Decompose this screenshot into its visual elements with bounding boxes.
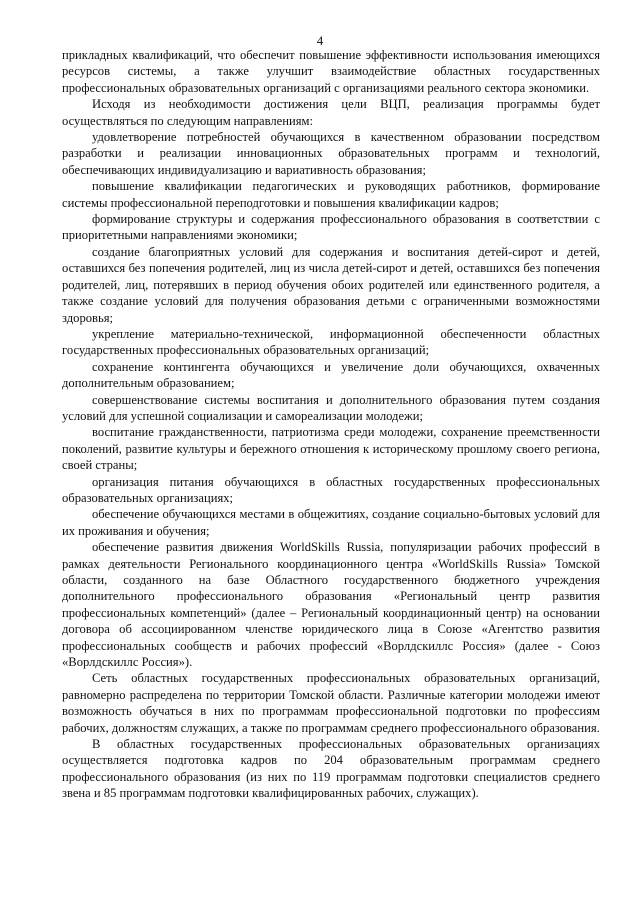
paragraph: обеспечение развития движения WorldSkills Russia, популяризации рабочих профессий в рамках деятельности Регионального координационного центра «WorldSkills Russia» Томской области, созданного на базе Областного государственного бюджетного учреждения дополнительного профессионального образования «Региональный центр развития профессиональных компетенций» (далее – Региональный координационный центр) на основании договора об ассоциированном членстве юридического лица в Союзе «Агентство развития профессиональных сообществ и рабочих профессий «Ворлдскиллс Россия» (далее - Союз «Ворлдскиллс Россия»).	[62, 540, 600, 670]
paragraph: В областных государственных профессиональных образовательных организациях осуществляется подготовка кадров по 204 образовательным программам среднего профессионального образования (из них по 119 программам подготовки специалистов среднего звена и 85 программам подготовки квалифицированных рабочих, служащих).	[62, 737, 600, 801]
paragraph: прикладных квалификаций, что обеспечит повышение эффективности использования имеющихся ресурсов системы, а также улучшит взаимодействие областных государственных профессиональных образовательных организаций с организациями реального сектора экономики.	[62, 48, 600, 95]
page-number: 4	[316, 33, 324, 48]
paragraph: удовлетворение потребностей обучающихся в качественном образовании посредством разработки и реализации инновационных образовательных программ и технологий, обеспечивающих индивидуализацию и вариативность образования;	[62, 130, 600, 177]
paragraph: сохранение контингента обучающихся и увеличение доли обучающихся, охваченных дополнительным образованием;	[62, 359, 600, 391]
paragraph: Исходя из необходимости достижения цели ВЦП, реализация программы будет осуществляться по следующим направлениям:	[62, 97, 600, 128]
paragraph: повышение квалификации педагогических и руководящих работников, формирование системы профессиональной переподготовки и повышения квалификации кадров;	[62, 179, 600, 210]
paragraph: воспитание гражданственности, патриотизма среди молодежи, сохранение преемственности поколений, развитие культуры и бережного отношения к историческому прошлому своего региона, своей страны;	[62, 425, 600, 473]
paragraph: формирование структуры и содержания профессионального образования в соответствии с приоритетными направлениями экономики;	[62, 212, 600, 243]
paragraph: обеспечение обучающихся местами в общежитиях, создание социально-бытовых условий для их проживания и обучения;	[62, 507, 600, 538]
paragraph: совершенствование системы воспитания и дополнительного образования путем создания условий для успешной социализации и самореализации молодежи;	[62, 392, 600, 423]
document-body	[62, 47, 600, 802]
paragraph: Сеть областных государственных профессиональных образовательных организаций, равномерно распределена по территории Томской области. Различные категории молодежи имеют возможность обучаться в них по программам профессиональной подготовки по профессиям рабочих, должностям служащих, а также по программам среднего профессионального образования.	[62, 671, 600, 735]
paragraph: организация питания обучающихся в областных государственных профессиональных образовательных организациях;	[62, 474, 600, 505]
paragraph: укрепление материально-технической, информационной обеспеченности областных государственных профессиональных образовательных организаций;	[62, 326, 600, 358]
paragraph: создание благоприятных условий для содержания и воспитания детей-сирот и детей, оставшихся без попечения родителей, лиц из числа детей-сирот и детей, оставшихся без попечения родителей, лиц, потерявших в период обучения обоих родителей или единственного родителя, а также создание условий для получения образования детьми с ограниченными возможностями здоровья;	[62, 244, 600, 325]
